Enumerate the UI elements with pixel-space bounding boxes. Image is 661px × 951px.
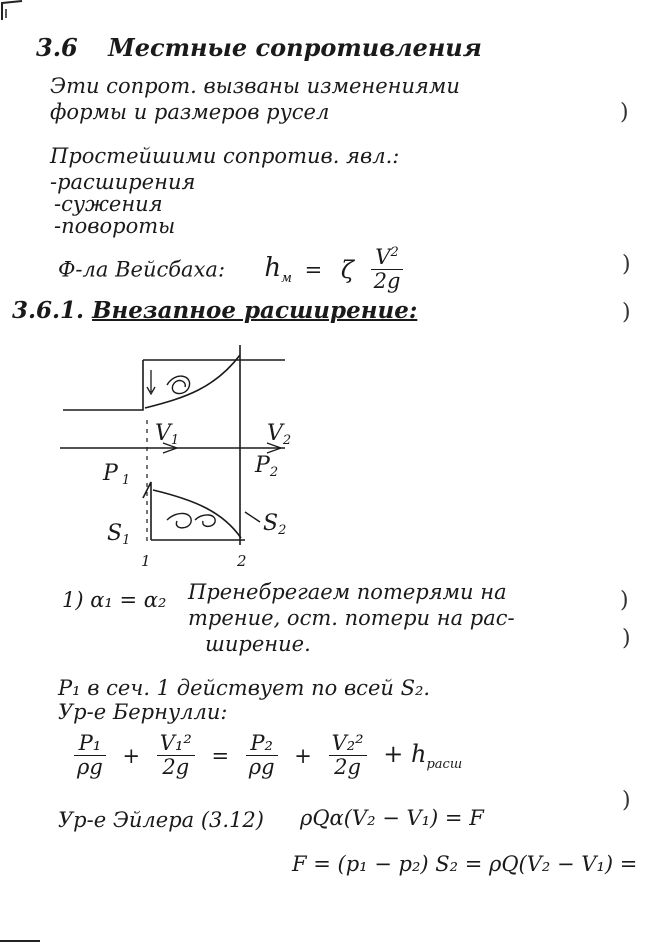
weisbach-formula xyxy=(58,246,407,293)
note1-line-2: трение, ост. потери на рас- xyxy=(188,606,515,630)
margin-paren-3: ) xyxy=(622,300,631,325)
bottom-scan-line xyxy=(0,940,40,942)
bernoulli-term-4: $\frac{\text{V₂²}}{2g}$ xyxy=(329,732,367,779)
corner-mark-icon xyxy=(0,0,30,22)
bernoulli-term-3: $\frac{\text{P₂}}{\rho g}$ xyxy=(246,732,278,779)
section-heading xyxy=(12,298,417,324)
bernoulli-equation xyxy=(70,732,468,779)
bernoulli-tail-sub: расш xyxy=(426,756,463,772)
weisbach-label: Ф-ла Вейсбаха: xyxy=(58,257,226,282)
top-vortex-swirl xyxy=(167,376,190,393)
formula-num-sup: 2 xyxy=(390,245,399,260)
bernoulli-plus-2: + xyxy=(294,743,312,768)
label-s2: S2 xyxy=(263,511,287,538)
formula-den: 2g xyxy=(373,269,401,294)
margin-paren-5: ) xyxy=(622,626,631,651)
label-v1: V1 xyxy=(155,421,180,448)
section-number: 3.6.1. xyxy=(12,297,85,324)
label-section-2: 2 xyxy=(237,552,247,570)
label-p1: P 1 xyxy=(103,461,131,488)
formula-zeta: ζ xyxy=(340,255,354,284)
note1-line-1: Пренебрегаем потерями на xyxy=(188,580,507,604)
margin-paren-1: ) xyxy=(620,100,629,125)
expansion-diagram xyxy=(55,340,345,575)
euler-expression: ρQα(V₂ − V₁) = F xyxy=(300,806,484,830)
types-item-1: -расширения xyxy=(50,170,196,194)
note2-line-2: Ур-е Бернулли: xyxy=(58,700,228,724)
euler-label: Ур-е Эйлера (3.12) xyxy=(58,808,264,832)
formula-num: V xyxy=(375,245,391,269)
bernoulli-tail: + h xyxy=(383,739,427,768)
note1-condition: 1) α₁ = α₂ xyxy=(62,588,167,612)
bottom-vortex-swirl xyxy=(167,513,215,527)
bernoulli-term-1: $\frac{\text{P₁}}{\rho g}$ xyxy=(74,732,106,779)
margin-paren-4: ) xyxy=(620,588,629,613)
bernoulli-term-2: $\frac{\text{V₁²}}{2g}$ xyxy=(157,732,195,779)
label-v2: V2 xyxy=(267,421,292,448)
s2-pointer xyxy=(245,512,260,522)
bernoulli-eq: = xyxy=(211,743,230,768)
note2-line-1: P₁ в сеч. 1 действует по всей S₂. xyxy=(58,676,431,700)
types-item-3: -повороты xyxy=(54,214,176,238)
label-section-1: 1 xyxy=(141,552,151,570)
top-vortex-arrow xyxy=(147,370,155,394)
heading-number: 3.6 xyxy=(36,33,78,62)
intro-line-2: формы и размеров русел xyxy=(50,100,330,124)
section-title: Внезапное расширение: xyxy=(92,297,418,324)
label-s1: S1 xyxy=(107,521,131,548)
bernoulli-plus-1: + xyxy=(122,743,141,768)
intro-line-1: Эти сопрот. вызваны изменениями xyxy=(50,74,460,98)
types-item-2: -сужения xyxy=(54,192,163,216)
heading-title: Местные сопротивления xyxy=(108,33,482,62)
formula-lhs-sub: м xyxy=(281,271,292,287)
page-heading xyxy=(36,34,482,62)
margin-paren-2: ) xyxy=(622,252,631,277)
top-vortex-boundary xyxy=(145,355,240,408)
types-intro: Простейшими сопротив. явл.: xyxy=(50,144,400,168)
margin-paren-6: ) xyxy=(622,788,631,813)
formula-fraction xyxy=(371,246,404,293)
bottom-vortex-boundary xyxy=(153,490,241,538)
label-p2: P2 xyxy=(255,453,279,480)
formula-lhs: h xyxy=(264,253,282,283)
note1-line-3: ширение. xyxy=(205,632,311,656)
force-expression: F = (p₁ − p₂) S₂ = ρQ(V₂ − V₁) = xyxy=(292,852,638,876)
narrow-pipe-top-wall xyxy=(63,360,143,410)
formula-eq: = xyxy=(304,257,323,282)
